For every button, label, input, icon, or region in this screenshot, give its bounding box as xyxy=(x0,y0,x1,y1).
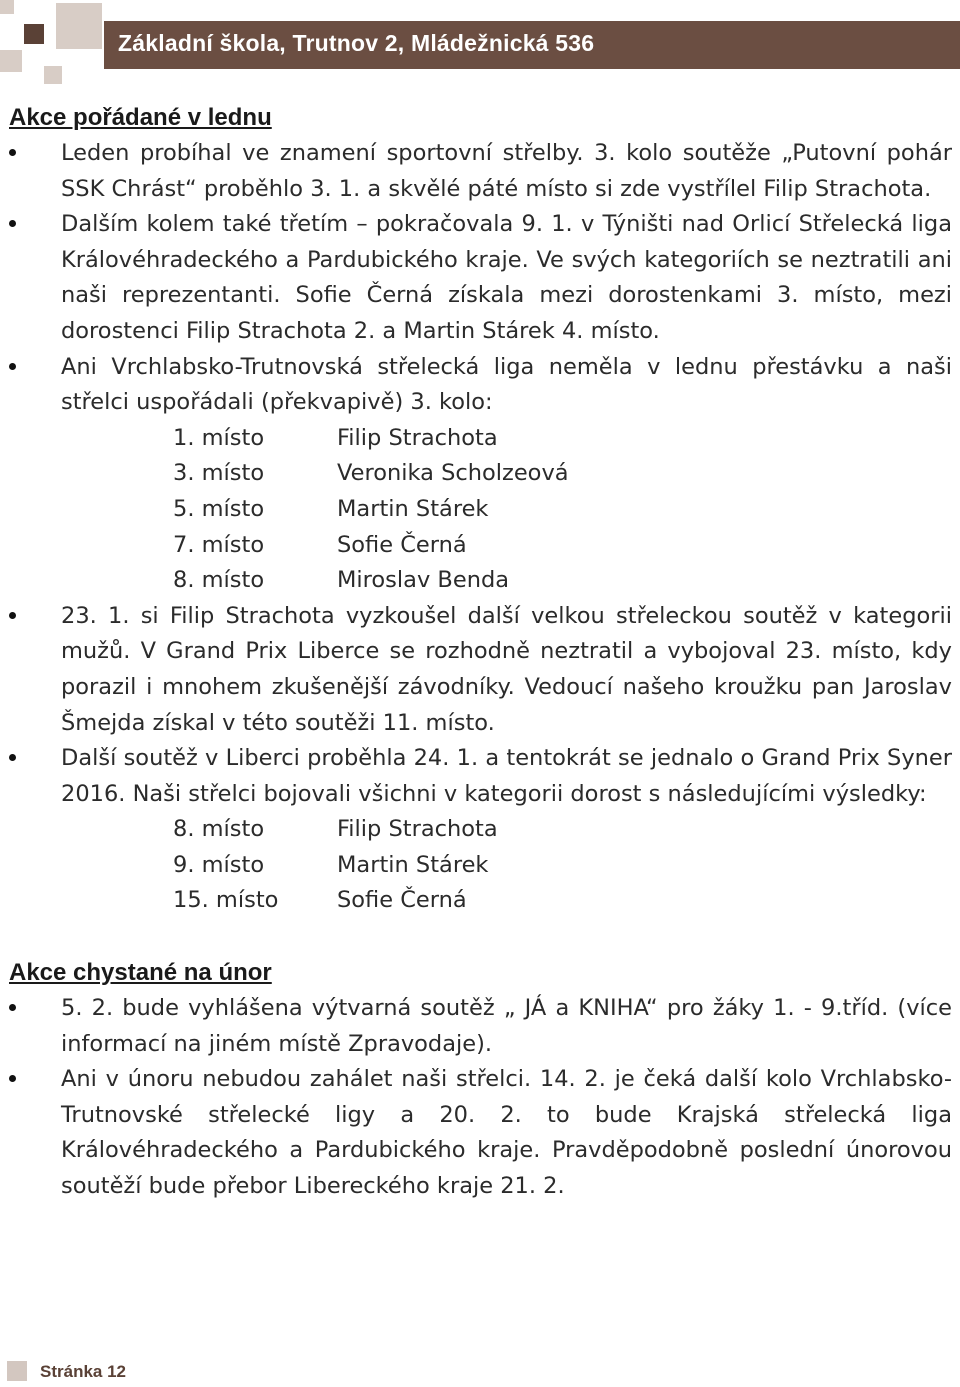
bullet-icon xyxy=(9,612,16,619)
result-row xyxy=(173,812,952,848)
page-number: Stránka 12 xyxy=(40,1362,126,1381)
result-name: Miroslav Benda xyxy=(337,567,510,594)
list-item-text: Ani v únoru nebudou zahálet naši střelci. 14. 2. je čeká další kolo Vrchlabsko-Trutnovské střelecké ligy a 20. 2. to bude Krajská střelecká liga Královéhradeckého a Pardubického kraje. Pravděpodobně poslední únorovou soutěží bude přebor Libereckého kraje 21. 2. xyxy=(61,1066,952,1200)
result-place: 15. místo xyxy=(173,887,279,914)
result-name: Sofie Černá xyxy=(337,531,467,558)
list-item-text: 5. 2. bude vyhlášena výtvarná soutěž „ JÁ a KNIHA“ pro žáky 1. - 9.tříd. (více informací na jiném místě Zpravodaje). xyxy=(61,995,952,1057)
list-item xyxy=(9,207,952,349)
header-decor-square-light xyxy=(0,0,14,14)
result-row xyxy=(173,528,952,564)
result-name: Veronika Scholzeová xyxy=(337,460,569,487)
bullet-icon xyxy=(9,220,16,227)
result-name: Filip Strachota xyxy=(337,816,498,843)
list-item xyxy=(9,599,952,741)
list-item-text: Ani Vrchlabsko-Trutnovská střelecká liga neměla v lednu přestávku a naši střelci uspořádali (překvapivě) 3. kolo: xyxy=(61,353,952,416)
result-name: Martin Stárek xyxy=(337,495,489,522)
bullet-icon xyxy=(9,1004,16,1011)
list-item-text: 23. 1. si Filip Strachota vyzkoušel další velkou střeleckou soutěž v kategorii mužů. V Grand Prix Liberce se rozhodně neztratil a vybojoval 23. místo, kdy porazil i mnohem zkušenější závodníky. Vedoucí našeho kroužku pan Jaroslav Šmejda získal v této soutěži 11. místo. xyxy=(61,602,952,736)
section-heading: Akce pořádané v lednu xyxy=(9,104,272,131)
result-name: Filip Strachota xyxy=(337,424,498,451)
result-row xyxy=(173,563,952,599)
bullet-list xyxy=(9,991,952,1205)
result-row xyxy=(173,848,952,884)
header-decor-square-dark xyxy=(24,24,44,44)
bullet-icon xyxy=(9,1075,16,1082)
bullet-list xyxy=(9,136,952,919)
result-name: Sofie Černá xyxy=(337,887,467,914)
section-gap xyxy=(9,919,952,955)
result-place: 8. místo xyxy=(173,816,265,843)
result-row xyxy=(173,421,952,457)
result-place: 1. místo xyxy=(173,424,265,451)
list-item xyxy=(9,136,952,207)
list-item xyxy=(9,1062,952,1204)
newsletter-content xyxy=(9,100,952,1205)
result-place: 9. místo xyxy=(173,851,265,878)
list-item xyxy=(9,741,952,919)
header-bar xyxy=(104,21,960,69)
list-item-text: Další soutěž v Liberci proběhla 24. 1. a tentokrát se jednalo o Grand Prix Syner 2016. Naši střelci bojovali všichni v kategorii dorost s následujícími výsledky: xyxy=(61,745,952,807)
bullet-icon xyxy=(9,363,16,370)
result-place: 5. místo xyxy=(173,495,265,522)
result-row xyxy=(173,492,952,528)
header-decor-square-light xyxy=(56,3,102,49)
result-place: 7. místo xyxy=(173,531,265,558)
result-row xyxy=(173,456,952,492)
result-name: Martin Stárek xyxy=(337,851,489,878)
results-list xyxy=(61,421,952,599)
header-decor-square-light xyxy=(44,66,62,84)
footer-decor-square xyxy=(7,1361,27,1381)
header-decor-square-light xyxy=(0,50,22,72)
list-item xyxy=(9,350,952,599)
result-row xyxy=(173,883,952,919)
list-item-text: Dalším kolem také třetím – pokračovala 9. 1. v Týništi nad Orlicí Střelecká liga Královéhradeckého a Pardubického kraje. Ve svých kategoriích se neztratili ani naši reprezentanti. Sofie Černá získala mezi dorostenkami 3. místo, mezi dorostenci Filip Strachota 2. a Martin Stárek 4. místo. xyxy=(61,211,952,344)
results-list xyxy=(61,812,952,919)
bullet-icon xyxy=(9,754,16,761)
list-item-text: Leden probíhal ve znamení sportovní střelby. 3. kolo soutěže „Putovní pohár SSK Chrást“ proběhlo 3. 1. a skvělé páté místo si zde vystřílel Filip Strachota. xyxy=(61,140,952,202)
section-heading: Akce chystané na únor xyxy=(9,959,272,987)
bullet-icon xyxy=(9,149,16,156)
page-header-title: Základní škola, Trutnov 2, Mládežnická 536 xyxy=(118,30,595,56)
result-place: 3. místo xyxy=(173,460,265,487)
result-place: 8. místo xyxy=(173,567,265,594)
list-item xyxy=(9,991,952,1062)
